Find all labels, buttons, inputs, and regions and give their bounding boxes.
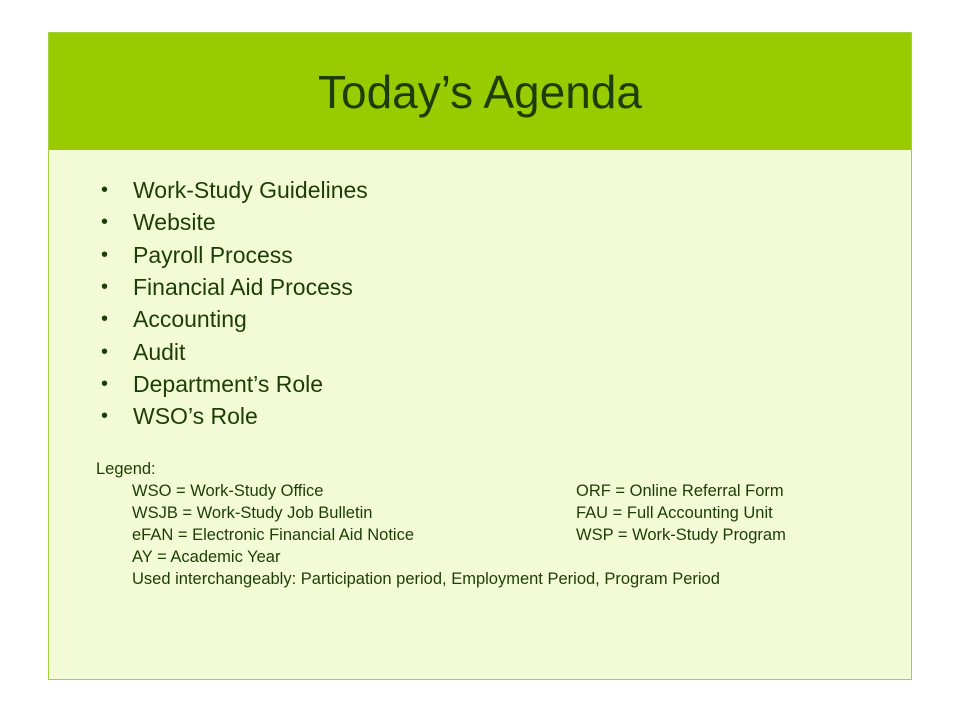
agenda-item xyxy=(101,239,368,271)
agenda-item xyxy=(101,335,368,367)
legend-row xyxy=(132,502,896,524)
slide xyxy=(48,32,912,680)
legend-term-left: WSJB = Work-Study Job Bulletin xyxy=(132,504,373,522)
bullet-icon: • xyxy=(101,179,109,202)
agenda-item xyxy=(101,271,368,303)
agenda-item-label: Website xyxy=(133,209,216,236)
agenda-item-label: Department’s Role xyxy=(133,370,324,397)
bullet-icon: • xyxy=(101,340,109,363)
legend-row xyxy=(132,524,896,546)
bullet-icon: • xyxy=(101,372,109,395)
agenda-item-label: Financial Aid Process xyxy=(133,274,353,301)
agenda-item-label: WSO’s Role xyxy=(133,403,258,430)
agenda-item xyxy=(101,206,368,238)
bullet-icon: • xyxy=(101,276,109,299)
legend xyxy=(96,458,896,590)
legend-term-right: ORF = Online Referral Form xyxy=(576,482,784,500)
slide-title: Today’s Agenda xyxy=(318,65,642,118)
agenda-item xyxy=(101,368,368,400)
agenda-item xyxy=(101,400,368,432)
legend-term-right: WSP = Work-Study Program xyxy=(576,526,786,544)
legend-note: Used interchangeably: Participation period, Employment Period, Program Period xyxy=(132,570,720,588)
agenda-item-label: Work-Study Guidelines xyxy=(133,177,368,204)
agenda-item-label: Audit xyxy=(133,338,186,365)
bullet-icon: • xyxy=(101,405,109,428)
legend-label: Legend: xyxy=(96,460,156,478)
legend-row xyxy=(132,546,896,568)
agenda-item xyxy=(101,174,368,206)
bullet-icon: • xyxy=(101,211,109,234)
legend-row xyxy=(132,480,896,502)
agenda-item-label: Payroll Process xyxy=(133,241,293,268)
bullet-icon: • xyxy=(101,243,109,266)
agenda-list xyxy=(101,174,368,432)
legend-term-left: eFAN = Electronic Financial Aid Notice xyxy=(132,526,415,544)
legend-term-left: AY = Academic Year xyxy=(132,548,281,566)
legend-term-left: WSO = Work-Study Office xyxy=(132,482,324,500)
legend-rows xyxy=(132,480,896,590)
agenda-item xyxy=(101,303,368,335)
legend-term-right: FAU = Full Accounting Unit xyxy=(576,504,773,522)
bullet-icon: • xyxy=(101,308,109,331)
agenda-item-label: Accounting xyxy=(133,306,247,333)
